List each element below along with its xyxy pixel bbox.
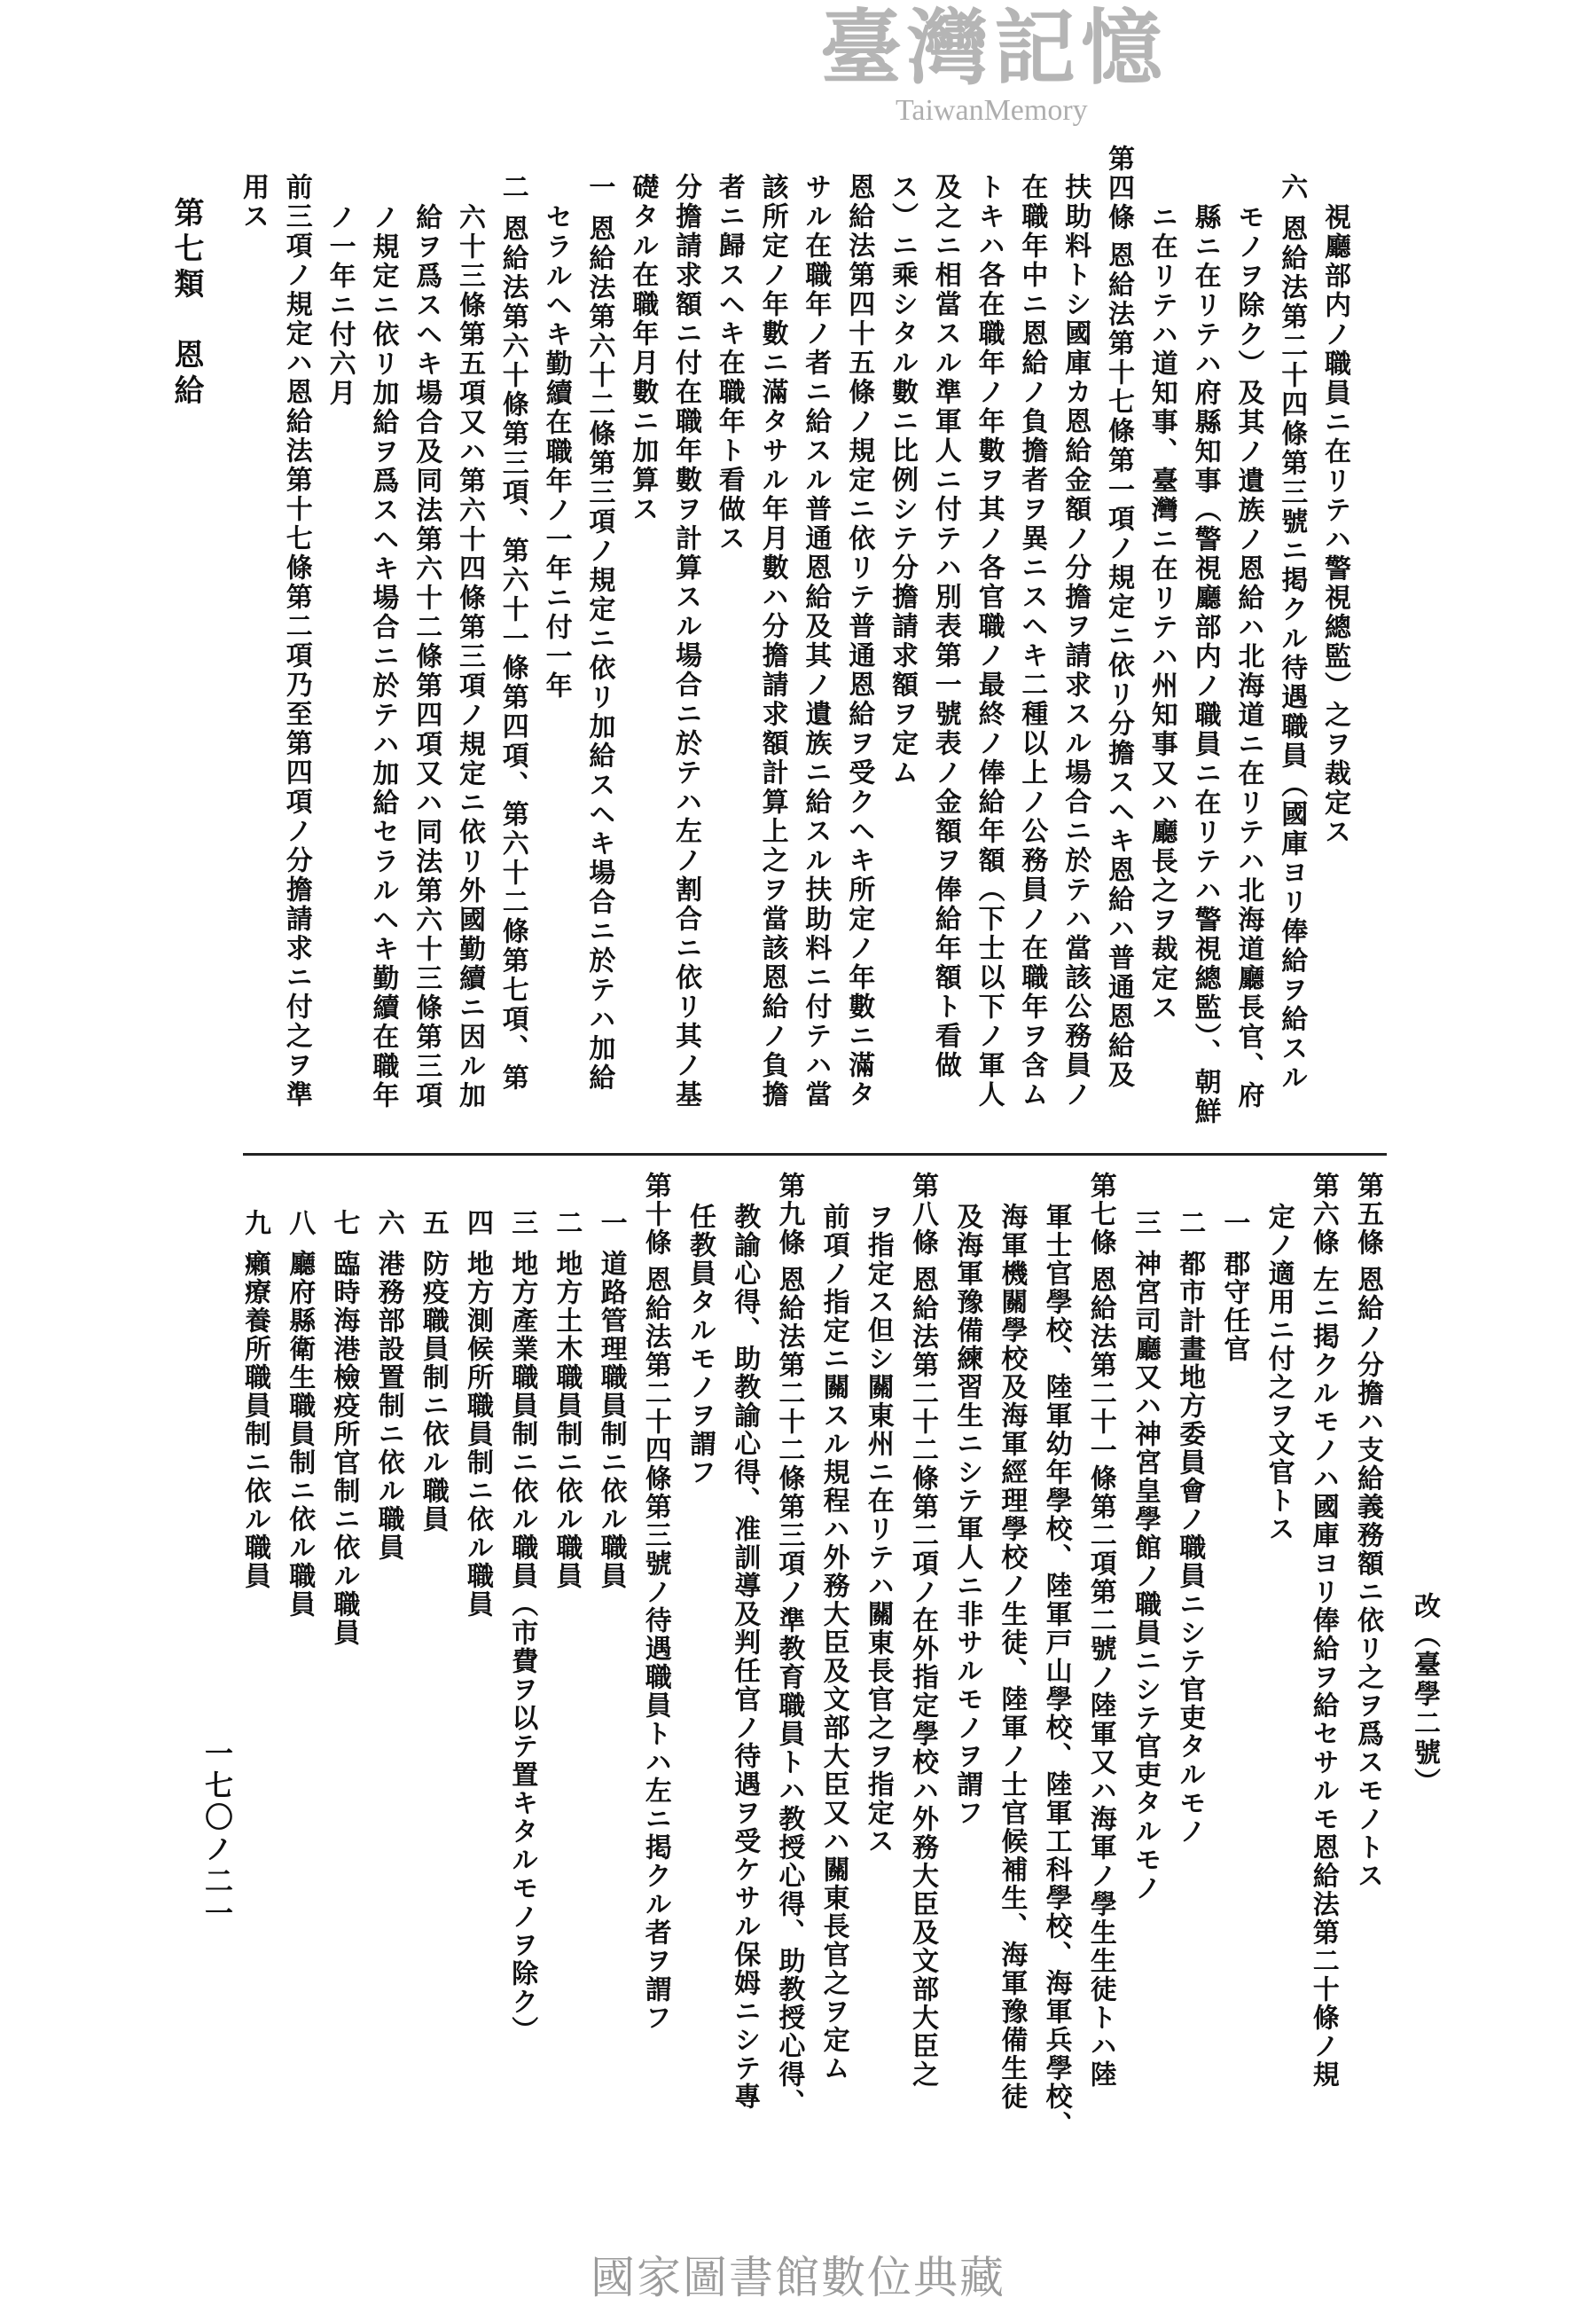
text-column [506,1209,536,2044]
article-heading: 第八條 [907,1172,938,1257]
column-text: 恩給法第二十二條第二項ノ在外指定學校ハ外務大臣及文部大臣之 [907,1266,938,2089]
column-text: 左ニ掲クルモノハ國庫ヨリ俸給ヲ給セサルモ恩給法第二十條ノ規 [1307,1266,1339,2089]
text-column [1190,203,1220,1126]
column-text: 恩給法第六十二條第三項ノ規定ニ依リ加給スヘキ場合ニ於テハ加給 [583,215,615,1093]
text-column [974,173,1004,1110]
item-number: 八 [284,1209,316,1237]
taiwan-memory-watermark [820,0,1210,132]
text-column [714,173,744,553]
column-text: 臨時海港檢疫所官制ニ依ル職員 [328,1250,360,1647]
text-column [1041,1203,1071,2139]
text-column [729,1203,759,2111]
column-text: 恩給法第二十一條第二項第二號ノ陸軍又ハ海軍ノ學生生徒トハ陸 [1084,1266,1116,2089]
item-number: 一 [583,173,615,202]
column-text: ノ規定ニ依リ加給ヲ爲スヘキ場合ニ於テハ加給セラルヘキ勤續在職年 [367,203,399,1110]
text-column [328,1209,358,1647]
column-text: 縣ニ在リテハ府縣知事（警視廳部内ノ職員ニ在リテハ警視總監）、朝鮮 [1189,203,1221,1126]
text-column [1308,1172,1338,2089]
section-divider [243,1153,1387,1156]
column-text: サル在職年ノ者ニ給スル普通恩給及其ノ遺族ニ給スル扶助料ニ付テハ當 [800,173,832,1110]
column-text: 扶助料トシ國庫カ恩給金額ノ分擔ヲ請求スル場合ニ於テハ當該公務員ノ [1060,173,1091,1110]
column-text: 恩給法第二十四條第三號ノ待遇職員トハ左ニ掲クル者ヲ謂フ [639,1266,671,2032]
article-heading: 第六條 [1307,1172,1339,1257]
text-column [1264,1203,1294,1543]
text-column [1016,173,1046,1110]
text-column [462,1209,492,1619]
text-column [1060,173,1090,1110]
column-text: 給ヲ爲スヘキ場合及同法第六十二條第四項又ハ同法第六十三條第三項 [411,203,442,1110]
text-column [1352,1172,1382,1890]
column-text: ノ一年ニ付六月 [324,203,356,408]
column-text: 前項ノ指定ニ關スル規程ハ外務大臣及文部大臣又ハ關東長官之ヲ定ム [818,1203,849,2082]
item-number: 二 [497,173,528,202]
column-text: 防疫職員制ニ依ル職員 [417,1250,449,1533]
column-text: 恩給法第十七條第一項ノ規定ニ依リ分擔スヘキ恩給ハ普通恩給及 [1103,241,1134,1090]
text-column [284,1209,314,1619]
text-column [373,1209,403,1562]
text-column [325,203,355,408]
column-text: 用ス [238,173,269,231]
column-text: 及之ニ相當スル準軍人ニ付テハ別表第一號表ノ金額ヲ俸給年額ト看做 [929,173,961,1080]
column-text: 任教員タルモノヲ謂フ [685,1203,716,1486]
text-column [411,203,441,1110]
text-column [930,173,960,1080]
column-text: 六十三條第五項又ハ第六十四條第三項ノ規定ニ依リ外國勤續ニ因ル加 [454,203,485,1110]
column-text: 海軍機關學校及海軍經理學校ノ生徒、陸軍ノ士官候補生、海軍豫備生徒 [996,1203,1028,2111]
article-heading: 第四條 [1103,145,1134,232]
collection-footer: 國家圖書館數位典藏 [591,2252,1005,2303]
column-text: 恩給ノ分擔ハ支給義務額ニ依リ之ヲ爲スモノトス [1352,1266,1383,1890]
text-column [1218,1209,1248,1363]
column-text: ヲ指定ス但シ關東州ニ在リテハ關東長官之ヲ指定ス [862,1203,894,1855]
watermark-latin: TaiwanMemory [896,94,1088,127]
text-column [367,203,397,1110]
text-column [1276,173,1306,1093]
text-column [907,1172,937,2089]
text-column [773,1172,803,2117]
column-text: 癩療養所職員制ニ依ル職員 [239,1250,270,1590]
item-number: 七 [328,1209,360,1237]
column-text: 礎タル在職年月數ニ加算ス [627,173,659,524]
column-text: 地方測候所職員制ニ依ル職員 [462,1250,493,1619]
column-text: 廳府縣衛生職員制ニ依ル職員 [284,1250,316,1619]
column-text: 地方產業職員制ニ依ル職員（市費ヲ以テ置キタルモノヲ除ク） [506,1250,538,2044]
page-number: 一七〇ノ二一 [200,1738,234,1930]
text-column [1146,203,1177,1023]
text-column [887,173,917,788]
text-column [685,1203,715,1486]
text-column [1174,1209,1204,1846]
column-text: 恩給法第六十條第三項、第六十一條第四項、第六十二條第七項、第 [497,215,528,1093]
item-number: 二 [1174,1209,1206,1237]
item-number: 三 [506,1209,538,1237]
column-text: 軍士官學校、陸軍幼年學校、陸軍戸山學校、陸軍工科學校、海軍兵學校、 [1040,1203,1072,2139]
text-column [238,173,268,231]
column-text: 前三項ノ規定ハ恩給法第十七條第二項乃至第四項ノ分擔請求ニ付之ヲ準 [280,173,312,1110]
text-column [951,1203,982,1827]
text-column [596,1209,626,1590]
text-column [818,1203,849,2082]
column-text: トキハ各在職年ノ年數ヲ其ノ各官職ノ最終ノ俸給年額（下士以下ノ軍人 [973,173,1005,1110]
item-number: 一 [1218,1209,1250,1237]
text-column [627,173,657,524]
column-text: 郡守任官 [1218,1250,1250,1363]
text-column [1232,203,1263,1110]
item-number: 三 [1130,1209,1161,1237]
column-text: セラルヘキ勤續在職年ノ一年ニ付一年 [540,203,572,701]
item-number: 九 [239,1209,270,1237]
text-column [497,173,528,1093]
item-number: 五 [417,1209,449,1237]
item-number: 一 [595,1209,627,1237]
column-text: 在職年中ニ恩給ノ負擔者ヲ異ニスヘキ二種以上ノ公務員ノ在職年ヲ含ム [1016,173,1048,1110]
column-text: 該所定ノ年數ニ滿タサル年月數ハ分擔請求額計算上之ヲ當該恩給ノ負擔 [756,173,788,1110]
article-heading: 第七條 [1084,1172,1116,1257]
column-text: 及海軍豫備練習生ニシテ軍人ニ非サルモノヲ謂フ [951,1203,983,1827]
column-text: 道路管理職員制ニ依ル職員 [595,1250,627,1590]
item-number: 六 [1276,173,1308,202]
text-column [541,203,571,701]
item-number: 六 [372,1209,404,1237]
text-column [239,1209,270,1590]
text-column [1085,1172,1115,2089]
text-column [583,173,614,1093]
text-column [1319,203,1350,847]
item-number: 二 [551,1209,583,1237]
text-column [670,173,700,1110]
text-column [843,173,873,1110]
text-column [454,203,484,1110]
category-heading: 第七類 恩給 [168,197,204,410]
text-column [418,1209,448,1533]
article-heading: 第十條 [639,1172,671,1257]
column-text: 視廳部内ノ職員ニ在リテハ警視總監）之ヲ裁定ス [1319,203,1350,847]
text-column [1103,145,1133,1090]
column-text: 教諭心得、助教諭心得、准訓導及判任官ノ待遇ヲ受ケサル保姆ニシテ專 [729,1203,761,2111]
text-column [281,173,311,1110]
column-text: 恩給法第二十四條第三號ニ掲クル待遇職員（國庫ヨリ俸給ヲ給スル [1276,215,1308,1093]
column-text: モノヲ除ク）及其ノ遺族ノ恩給ハ北海道ニ在リテハ北海道廳長官、府 [1232,203,1264,1110]
column-text: 分擔請求額ニ付在職年數ヲ計算スル場合ニ於テハ左ノ割合ニ依リ其ノ基 [670,173,701,1110]
column-text: 定ノ適用ニ付之ヲ文官トス [1263,1203,1295,1543]
column-text: 港務部設置制ニ依ル職員 [372,1250,404,1562]
column-text: ニ在リテハ道知事、臺灣ニ在リテハ州知事又ハ廳長之ヲ裁定ス [1146,203,1177,1023]
article-heading: 第五條 [1352,1172,1383,1257]
column-text: 恩給法第二十二條第三項ノ準教育職員トハ教授心得、助教授心得、 [773,1266,805,2117]
revision-note: 改（臺學二號） [1409,1592,1440,1797]
item-number: 四 [462,1209,493,1237]
column-text: 者ニ歸スヘキ在職年ト看做ス [713,173,745,553]
text-column [551,1209,581,1590]
text-column [800,173,830,1110]
article-heading: 第九條 [773,1172,805,1257]
text-column [863,1203,893,1855]
watermark-cjk: 臺灣記憶 [820,0,1169,96]
text-column [996,1203,1026,2111]
text-column [757,173,787,1110]
text-column [640,1172,670,2032]
column-text: ス）ニ乘シタル數ニ比例シテ分擔請求額ヲ定ム [887,173,918,788]
column-text: 恩給法第四十五條ノ規定ニ依リテ普通恩給ヲ受クヘキ所定ノ年數ニ滿タ [843,173,875,1110]
column-text: 地方土木職員制ニ依ル職員 [551,1250,583,1590]
text-column [1130,1209,1160,1902]
column-text: 神宮司廳又ハ神宮皇學館ノ職員ニシテ官吏タルモノ [1130,1250,1161,1902]
column-text: 都市計畫地方委員會ノ職員ニシテ官吏タルモノ [1174,1250,1206,1846]
